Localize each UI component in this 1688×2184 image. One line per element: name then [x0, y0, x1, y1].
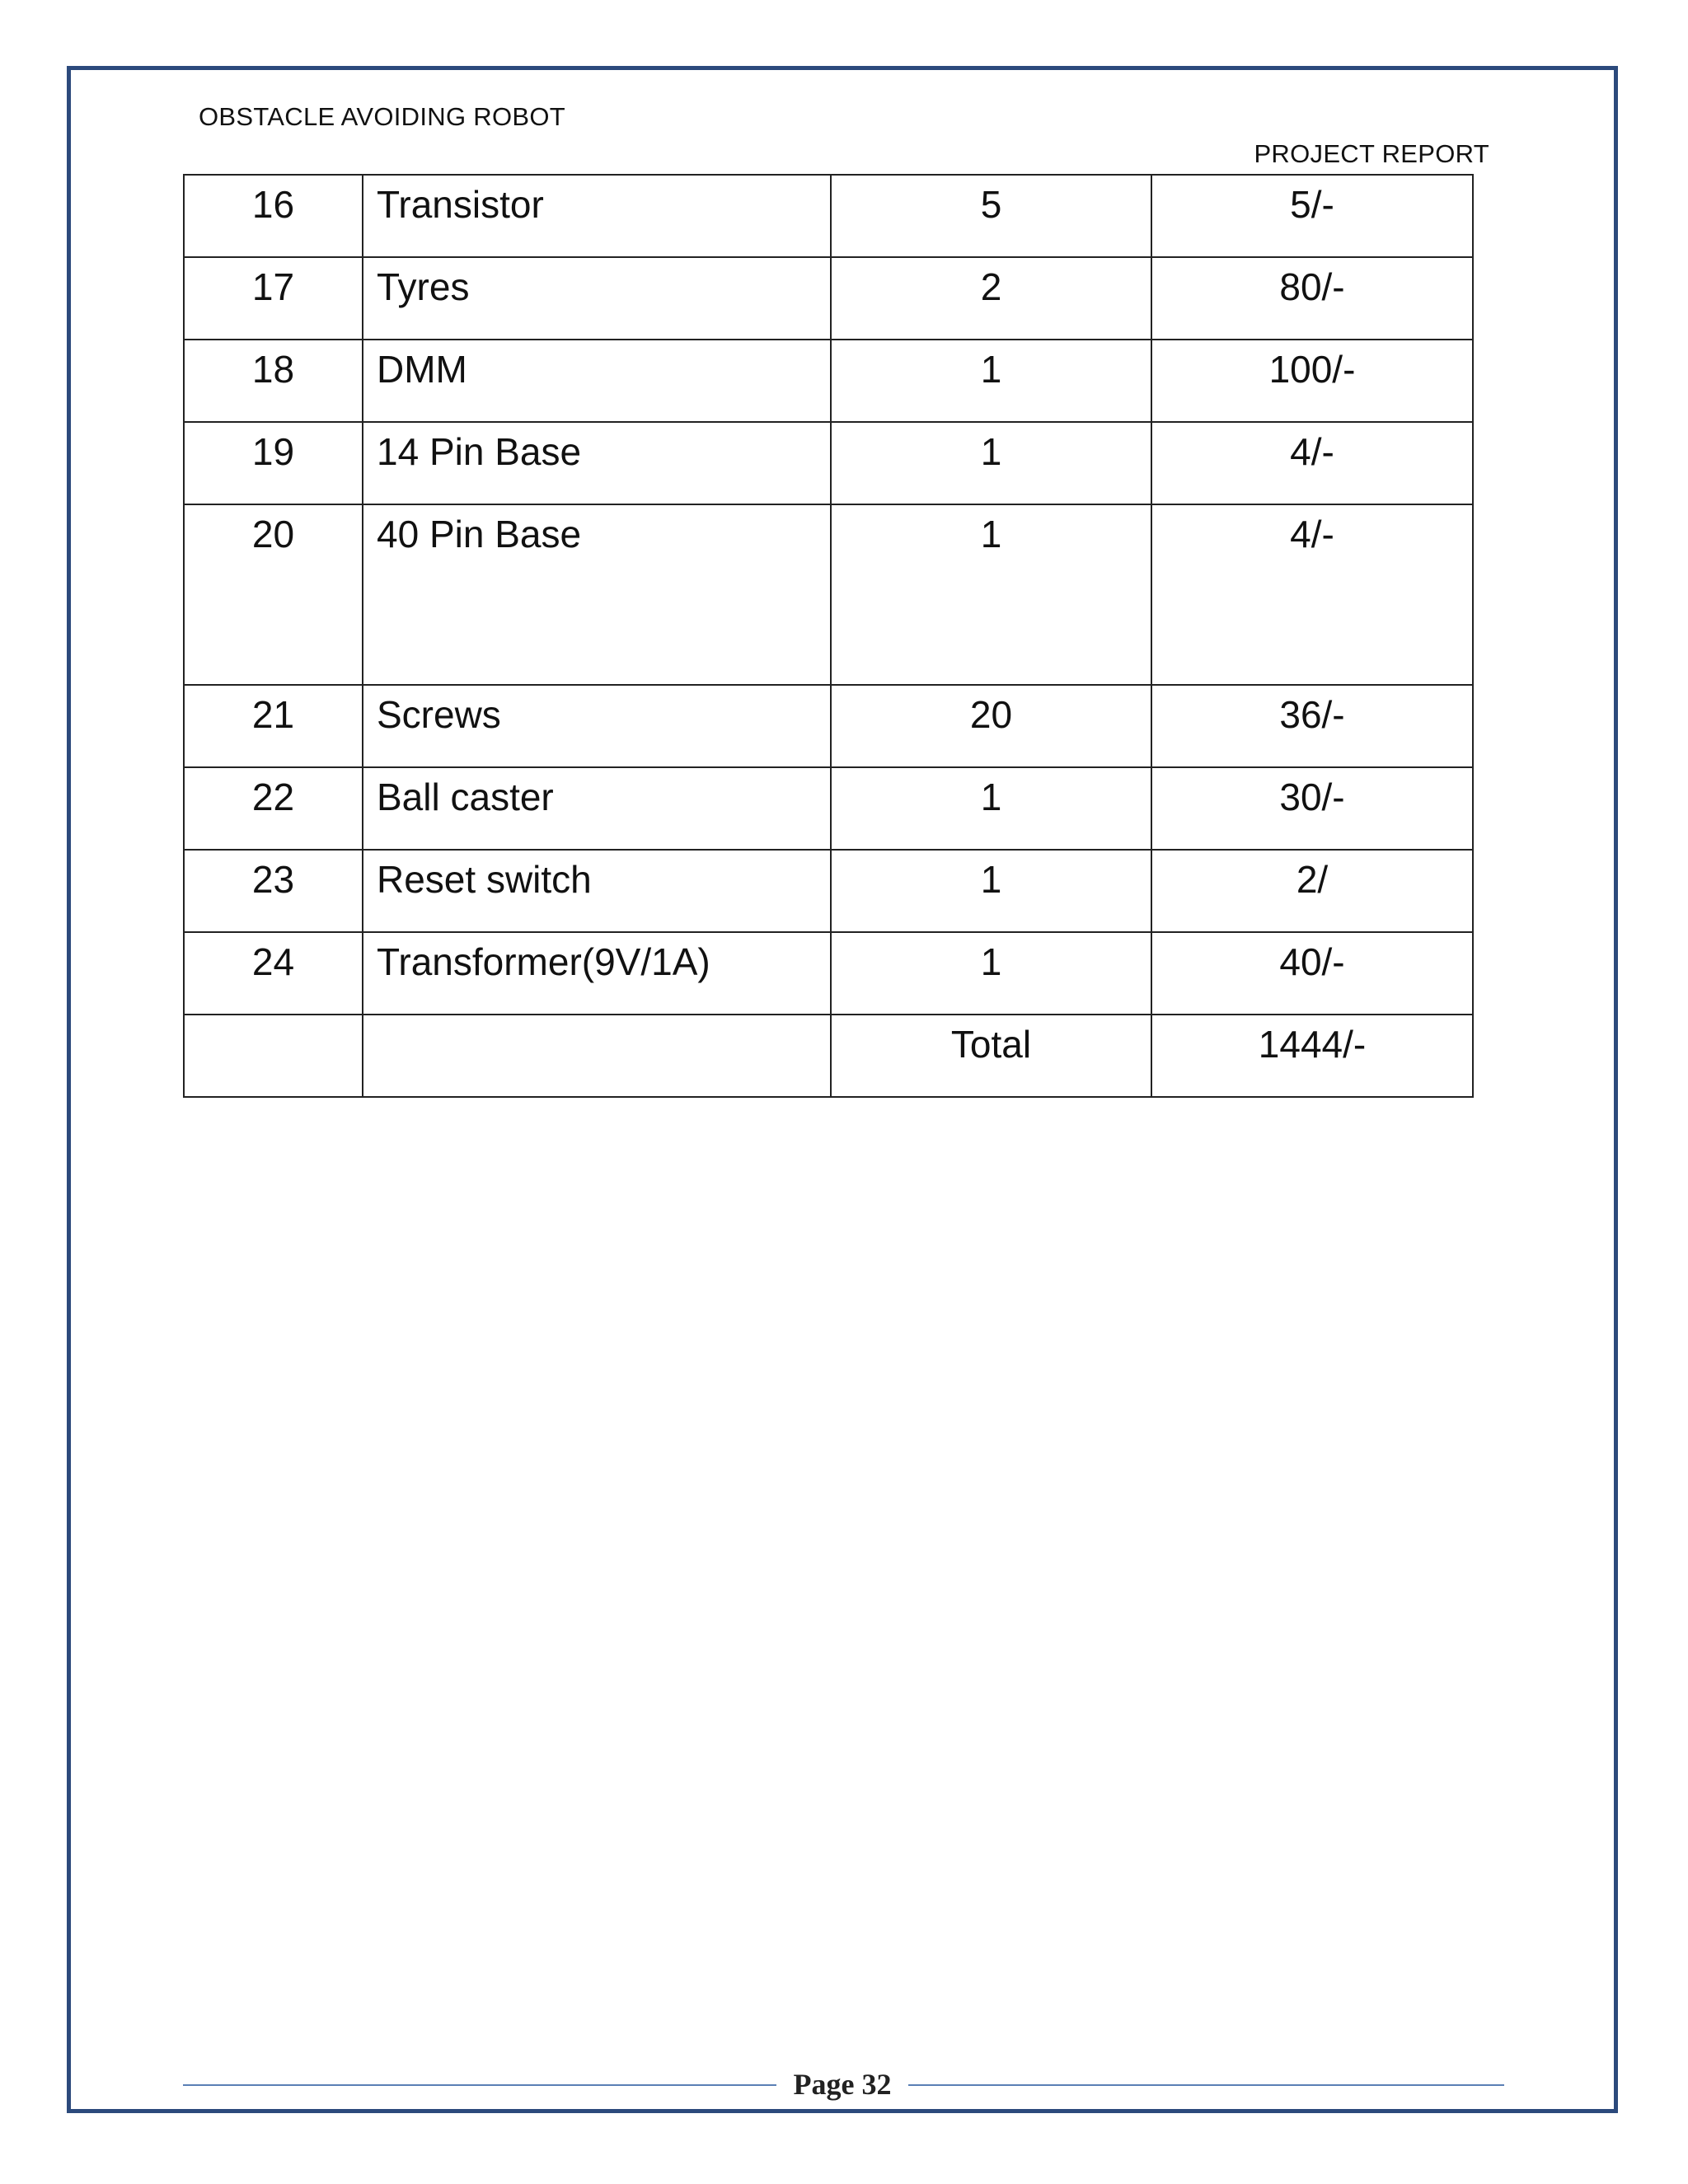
- total-label-cell: Total: [831, 1015, 1151, 1097]
- table-row: [184, 504, 1473, 685]
- serial-number-cell: 23: [184, 850, 363, 932]
- quantity-cell: 2: [831, 257, 1151, 340]
- component-name-cell: Tyres: [363, 257, 831, 340]
- serial-number-cell: 16: [184, 175, 363, 257]
- running-header-title: OBSTACLE AVOIDING ROBOT: [199, 102, 566, 131]
- cost-cell: 5/-: [1151, 175, 1473, 257]
- quantity-cell: 20: [831, 685, 1151, 767]
- serial-number-cell: 18: [184, 340, 363, 422]
- quantity-cell: 1: [831, 932, 1151, 1015]
- serial-number-cell: 22: [184, 767, 363, 850]
- component-name-cell: Transistor: [363, 175, 831, 257]
- footer-rule-left: [183, 2084, 776, 2086]
- component-name-cell: DMM: [363, 340, 831, 422]
- table-row: [184, 767, 1473, 850]
- page-footer: [183, 2060, 1504, 2110]
- component-name-cell: 14 Pin Base: [363, 422, 831, 504]
- cost-cell: 2/: [1151, 850, 1473, 932]
- cost-cell: 80/-: [1151, 257, 1473, 340]
- component-name-cell: 40 Pin Base: [363, 504, 831, 685]
- table-row: [184, 257, 1473, 340]
- cost-cell: 4/-: [1151, 422, 1473, 504]
- table-row: [184, 685, 1473, 767]
- quantity-cell: 1: [831, 340, 1151, 422]
- table-row: [184, 932, 1473, 1015]
- cost-cell: 100/-: [1151, 340, 1473, 422]
- serial-number-cell: 20: [184, 504, 363, 685]
- quantity-cell: 1: [831, 504, 1151, 685]
- quantity-cell: 5: [831, 175, 1151, 257]
- serial-number-cell: 17: [184, 257, 363, 340]
- serial-number-cell: 19: [184, 422, 363, 504]
- component-name-cell: Ball caster: [363, 767, 831, 850]
- cost-cell: 4/-: [1151, 504, 1473, 685]
- running-header-report: PROJECT REPORT: [1254, 139, 1489, 168]
- cost-cell: 30/-: [1151, 767, 1473, 850]
- component-name-cell: Reset switch: [363, 850, 831, 932]
- serial-number-cell: 24: [184, 932, 363, 1015]
- total-value-cell: 1444/-: [1151, 1015, 1473, 1097]
- footer-rule-right: [908, 2084, 1504, 2086]
- component-name-cell: Screws: [363, 685, 831, 767]
- cost-cell: 36/-: [1151, 685, 1473, 767]
- empty-cell: [184, 1015, 363, 1097]
- table-row: [184, 850, 1473, 932]
- table-row: [184, 175, 1473, 257]
- table-row: [184, 422, 1473, 504]
- table-row: [184, 340, 1473, 422]
- total-row: [184, 1015, 1473, 1097]
- cost-cell: 40/-: [1151, 932, 1473, 1015]
- quantity-cell: 1: [831, 850, 1151, 932]
- empty-cell: [363, 1015, 831, 1097]
- page-number: Page 32: [793, 2068, 892, 2101]
- quantity-cell: 1: [831, 767, 1151, 850]
- serial-number-cell: 21: [184, 685, 363, 767]
- components-cost-table: [183, 174, 1474, 1098]
- quantity-cell: 1: [831, 422, 1151, 504]
- component-name-cell: Transformer(9V/1A): [363, 932, 831, 1015]
